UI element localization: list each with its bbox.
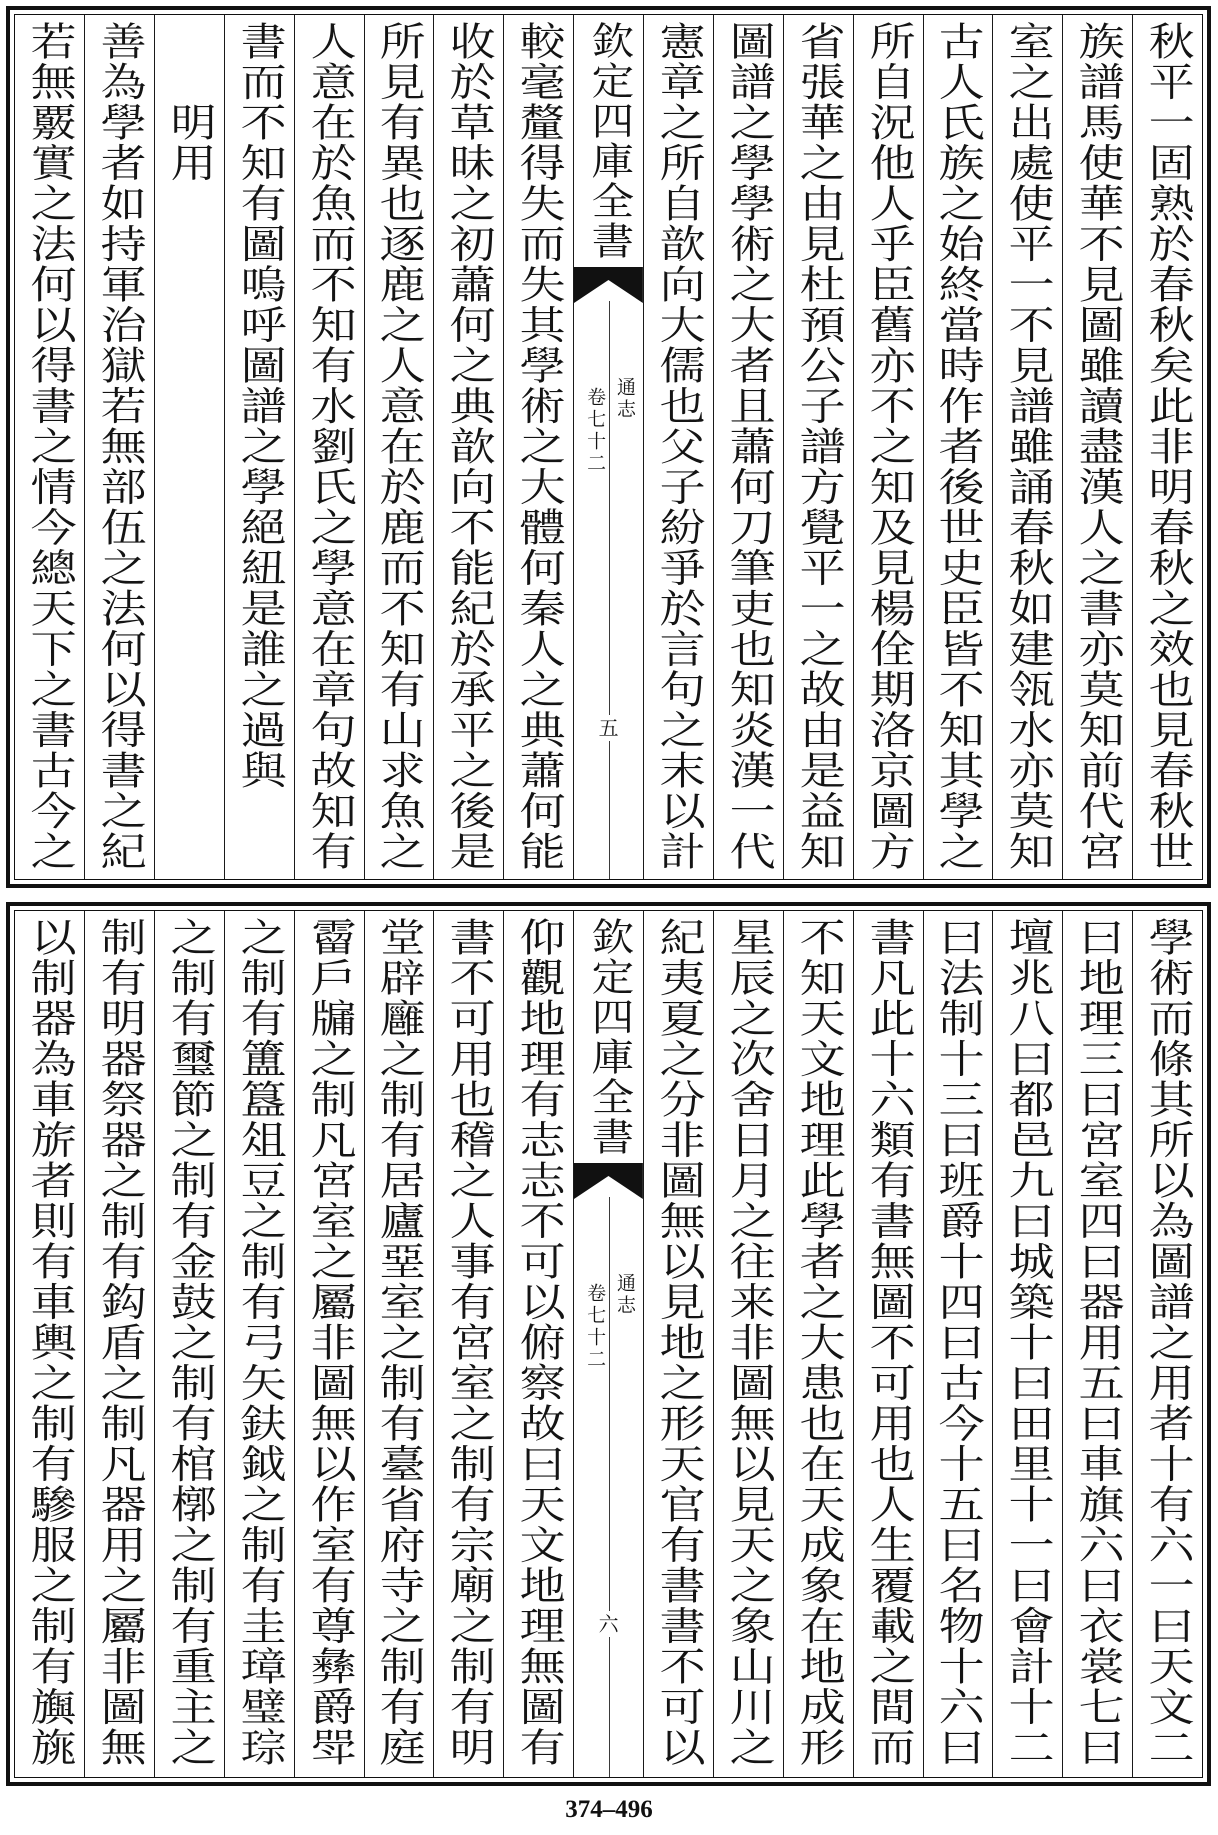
page-bottom bbox=[6, 902, 1211, 1786]
text-column bbox=[503, 911, 573, 1777]
column-text: 之制有簠簋俎豆之制有弓矢鈇鉞之制有圭璋璧琮 bbox=[232, 917, 286, 1768]
column-text: 書凡此十六類有書無圖不可用也人生覆載之間而 bbox=[861, 917, 915, 1768]
text-column bbox=[923, 911, 993, 1777]
column-text: 不知天文地理此學者之大患也在天成象在地成形 bbox=[791, 917, 845, 1768]
volume-label: 卷七十二 bbox=[584, 387, 607, 475]
center-column bbox=[573, 911, 643, 1777]
text-column bbox=[1062, 15, 1132, 879]
text-column bbox=[364, 15, 434, 879]
text-frame bbox=[14, 14, 1203, 880]
column-text: 憲章之所自歆向大儒也父子紛爭於言句之末以計 bbox=[651, 21, 705, 872]
text-column bbox=[15, 15, 84, 879]
text-column bbox=[992, 911, 1062, 1777]
fishtail-mark bbox=[574, 267, 643, 303]
column-text: 星辰之次舍日月之往来非圖無以見天之象山川之 bbox=[721, 917, 775, 1768]
text-column bbox=[1062, 911, 1132, 1777]
column-text: 壇兆八曰都邑九曰城築十曰田里十一曰會計十二 bbox=[1001, 917, 1055, 1768]
column-text: 古人氏族之始終當時作者後世史臣皆不知其學之 bbox=[931, 21, 985, 872]
column-text: 若無覈實之法何以得書之情今總天下之書古今之 bbox=[23, 21, 77, 872]
section-heading: 明用 bbox=[162, 102, 216, 183]
text-column bbox=[713, 15, 783, 879]
text-column bbox=[224, 911, 294, 1777]
page-top bbox=[6, 6, 1211, 888]
fishtail-mark bbox=[574, 1163, 643, 1199]
column-text: 制有明器祭器之制有鈎盾之制凡器用之屬非圖無 bbox=[92, 917, 146, 1768]
column-text: 較毫釐得失而失其學術之大體何秦人之典蕭何能 bbox=[512, 21, 566, 872]
column-text: 圖譜之學學術之大者且蕭何刀筆吏也知炎漢一代 bbox=[721, 21, 775, 872]
center-column bbox=[573, 15, 643, 879]
column-text: 堂辟廱之制有居廬堊室之制有臺省府寺之制有庭 bbox=[372, 917, 426, 1768]
text-frame bbox=[14, 910, 1203, 1778]
column-text: 收於草昧之初蕭何之典歆向不能紀於承平之後是 bbox=[442, 21, 496, 872]
catalog-number: 374–496 bbox=[565, 1796, 653, 1823]
text-column bbox=[643, 911, 713, 1777]
text-column bbox=[992, 15, 1062, 879]
text-column bbox=[154, 911, 224, 1777]
text-column bbox=[294, 15, 364, 879]
text-column bbox=[294, 911, 364, 1777]
column-text: 紀夷夏之分非圖無以見地之形天官有書書不可以 bbox=[651, 917, 705, 1768]
volume-label: 卷七十二 bbox=[584, 1283, 607, 1371]
column-text: 所自況他人乎臣舊亦不之知及見楊佺期洛京圖方 bbox=[861, 21, 915, 872]
text-column bbox=[923, 15, 993, 879]
book-name: 通志 bbox=[614, 1273, 636, 1317]
page-number: 六 bbox=[598, 1612, 619, 1636]
book-name: 通志 bbox=[614, 377, 636, 421]
column-text: 室之出處使平一不見譜雖誦春秋如建瓴水亦莫知 bbox=[1001, 21, 1055, 872]
column-text: 族譜馬使華不見圖雖讀盡漢人之書亦莫知前代宮 bbox=[1071, 21, 1125, 872]
text-column bbox=[84, 911, 154, 1777]
column-text: 所見有異也逐鹿之人意在於鹿而不知有山求魚之 bbox=[372, 21, 426, 872]
column-text: 霤戶牖之制凡宮室之屬非圖無以作室有尊彝爵斝 bbox=[302, 917, 356, 1768]
section-heading-column bbox=[154, 15, 224, 879]
column-text: 秋平一固熟於春秋矣此非明春秋之效也見春秋世 bbox=[1141, 21, 1195, 872]
text-column bbox=[364, 911, 434, 1777]
text-column bbox=[1132, 15, 1202, 879]
book-title: 欽定四庫全書 bbox=[583, 21, 634, 261]
text-column bbox=[853, 15, 923, 879]
text-column bbox=[853, 911, 923, 1777]
text-column bbox=[783, 911, 853, 1777]
text-column bbox=[433, 15, 503, 879]
column-text: 書不可用也稽之人事有宮室之制有宗廟之制有明 bbox=[442, 917, 496, 1768]
column-text: 人意在於魚而不知有水劉氏之學意在章句故知有 bbox=[302, 21, 356, 872]
column-text: 仰觀地理有志志不可以俯察故曰天文地理無圖有 bbox=[512, 917, 566, 1768]
text-column bbox=[1132, 911, 1202, 1777]
book-title: 欽定四庫全書 bbox=[583, 917, 634, 1157]
text-column bbox=[224, 15, 294, 879]
column-text: 以制器為車旂者則有車輿之制有驂服之制有旟旐 bbox=[23, 917, 77, 1768]
text-column bbox=[503, 15, 573, 879]
column-text: 曰地理三曰宮室四曰器用五曰車旗六曰衣裳七曰 bbox=[1071, 917, 1125, 1768]
text-column bbox=[783, 15, 853, 879]
text-column bbox=[713, 911, 783, 1777]
column-text: 善為學者如持軍治獄若無部伍之法何以得書之紀 bbox=[92, 21, 146, 872]
column-text: 省張華之由見杜預公子譜方覺平一之故由是益知 bbox=[791, 21, 845, 872]
text-column bbox=[15, 911, 84, 1777]
column-text: 學術而條其所以為圖譜之用者十有六一曰天文二 bbox=[1141, 917, 1195, 1768]
text-column bbox=[84, 15, 154, 879]
center-rule bbox=[609, 301, 610, 879]
page-number: 五 bbox=[598, 716, 619, 740]
column-text: 書而不知有圖嗚呼圖譜之學絕紐是誰之過與 bbox=[232, 21, 286, 791]
column-text: 之制有璽節之制有金鼓之制有棺槨之制有重主之 bbox=[162, 917, 216, 1768]
column-text: 曰法制十三曰班爵十四曰古今十五曰名物十六曰 bbox=[931, 917, 985, 1768]
center-rule bbox=[609, 1197, 610, 1777]
text-column bbox=[643, 15, 713, 879]
text-column bbox=[433, 911, 503, 1777]
